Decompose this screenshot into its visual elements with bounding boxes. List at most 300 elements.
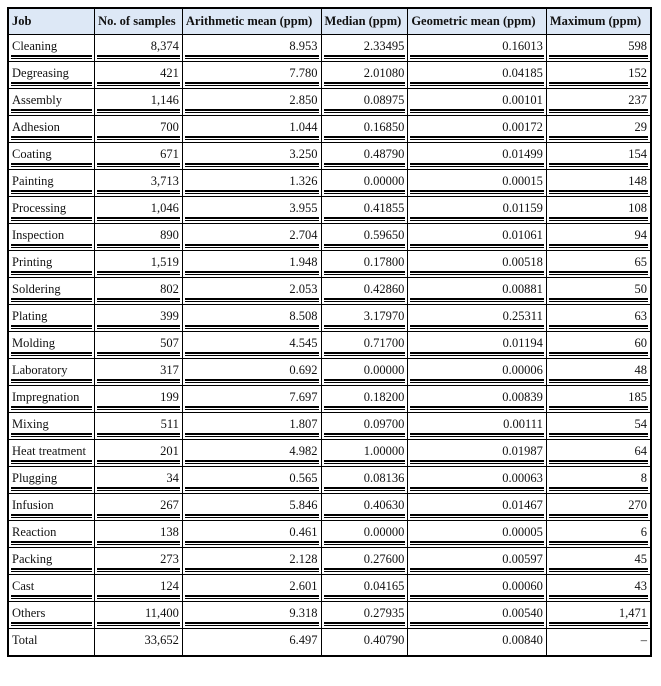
- cell-median: [321, 224, 408, 251]
- cell-value: 11,400: [95, 602, 182, 628]
- table-row: [8, 116, 651, 143]
- cell-job: [8, 197, 95, 224]
- cell-arithmetic-mean: [182, 332, 321, 359]
- cell-arithmetic-mean: [182, 629, 321, 657]
- cell-value: 64: [547, 440, 650, 466]
- table-row: [8, 521, 651, 548]
- cell-value: 154: [547, 143, 650, 169]
- cell-samples: [95, 575, 183, 602]
- cell-value: 237: [547, 89, 650, 115]
- cell-job: [8, 170, 95, 197]
- cell-value: 6.497: [289, 633, 318, 647]
- cell-geometric-mean: [408, 170, 547, 197]
- cell-samples: [95, 62, 183, 89]
- cell-arithmetic-mean: [182, 467, 321, 494]
- cell-value: 33,652: [144, 633, 179, 647]
- cell-geometric-mean: [408, 602, 547, 629]
- cell-value: 0.41855: [322, 197, 408, 223]
- cell-value: 0.08975: [322, 89, 408, 115]
- cell-job: [8, 521, 95, 548]
- header-row: [8, 8, 651, 35]
- cell-median: [321, 467, 408, 494]
- cell-value: 34: [95, 467, 182, 493]
- cell-value: 94: [547, 224, 650, 250]
- cell-arithmetic-mean: [182, 440, 321, 467]
- cell-value: 0.00063: [408, 467, 546, 493]
- cell-maximum: [546, 305, 651, 332]
- cell-value: 1,471: [547, 602, 650, 628]
- cell-geometric-mean: [408, 332, 547, 359]
- cell-maximum: [546, 602, 651, 629]
- cell-geometric-mean: [408, 224, 547, 251]
- cell-value: 2.850: [183, 89, 321, 115]
- table-row: [8, 35, 651, 62]
- cell-samples: [95, 440, 183, 467]
- cell-arithmetic-mean: [182, 197, 321, 224]
- cell-value: 3.17970: [322, 305, 408, 331]
- cell-value: Packing: [9, 548, 94, 574]
- cell-value: 671: [95, 143, 182, 169]
- table-row: [8, 494, 651, 521]
- cell-samples: [95, 413, 183, 440]
- cell-value: 60: [547, 332, 650, 358]
- cell-job: [8, 494, 95, 521]
- cell-job: [8, 35, 95, 62]
- cell-maximum: [546, 386, 651, 413]
- table-row: [8, 197, 651, 224]
- cell-samples: [95, 278, 183, 305]
- total-row: [8, 629, 651, 657]
- cell-job: [8, 386, 95, 413]
- cell-value: Reaction: [9, 521, 94, 547]
- cell-value: 0.01194: [408, 332, 546, 358]
- cell-value: 890: [95, 224, 182, 250]
- cell-arithmetic-mean: [182, 521, 321, 548]
- cell-value: 2.33495: [322, 35, 408, 61]
- cell-samples: [95, 467, 183, 494]
- cell-arithmetic-mean: [182, 494, 321, 521]
- table-row: [8, 278, 651, 305]
- cell-value: 0.25311: [408, 305, 546, 331]
- cell-value: 0.00060: [408, 575, 546, 601]
- cell-value: 0.01499: [408, 143, 546, 169]
- cell-samples: [95, 629, 183, 657]
- cell-value: 0.04185: [408, 62, 546, 88]
- cell-value: Mixing: [9, 413, 94, 439]
- header-arithmetic-mean: Arithmetic mean (ppm): [182, 8, 321, 35]
- cell-value: 3,713: [95, 170, 182, 196]
- cell-value: 0.00840: [502, 633, 543, 647]
- cell-job: [8, 62, 95, 89]
- cell-maximum: [546, 629, 651, 657]
- header-maximum: Maximum (ppm): [546, 8, 651, 35]
- cell-median: [321, 548, 408, 575]
- cell-value: 43: [547, 575, 650, 601]
- cell-samples: [95, 35, 183, 62]
- cell-value: Soldering: [9, 278, 94, 304]
- cell-value: 0.27600: [322, 548, 408, 574]
- cell-value: 0.00881: [408, 278, 546, 304]
- cell-value: 0.42860: [322, 278, 408, 304]
- cell-value: 0.00000: [322, 359, 408, 385]
- cell-maximum: [546, 413, 651, 440]
- cell-value: 0.692: [183, 359, 321, 385]
- cell-median: [321, 521, 408, 548]
- cell-value: 4.545: [183, 332, 321, 358]
- cell-geometric-mean: [408, 35, 547, 62]
- table-row: [8, 548, 651, 575]
- cell-value: 1.326: [183, 170, 321, 196]
- cell-geometric-mean: [408, 89, 547, 116]
- cell-geometric-mean: [408, 413, 547, 440]
- cell-value: 48: [547, 359, 650, 385]
- cell-median: [321, 575, 408, 602]
- cell-geometric-mean: [408, 116, 547, 143]
- header-job: Job: [8, 8, 95, 35]
- cell-value: 0.59650: [322, 224, 408, 250]
- cell-value: 0.40790: [363, 633, 405, 647]
- table-row: [8, 386, 651, 413]
- cell-samples: [95, 602, 183, 629]
- cell-value: 2.01080: [322, 62, 408, 88]
- cell-value: 0.48790: [322, 143, 408, 169]
- cell-maximum: [546, 521, 651, 548]
- cell-job: [8, 440, 95, 467]
- cell-job: [8, 359, 95, 386]
- cell-value: Coating: [9, 143, 94, 169]
- cell-median: [321, 197, 408, 224]
- cell-value: 0.00006: [408, 359, 546, 385]
- cell-median: [321, 62, 408, 89]
- cell-samples: [95, 359, 183, 386]
- cell-arithmetic-mean: [182, 170, 321, 197]
- cell-maximum: [546, 62, 651, 89]
- cell-value: 185: [547, 386, 650, 412]
- cell-median: [321, 386, 408, 413]
- cell-median: [321, 170, 408, 197]
- table-row: [8, 224, 651, 251]
- cell-geometric-mean: [408, 305, 547, 332]
- cell-samples: [95, 143, 183, 170]
- cell-value: 8.953: [183, 35, 321, 61]
- cell-job: [8, 413, 95, 440]
- cell-median: [321, 359, 408, 386]
- cell-value: 5.846: [183, 494, 321, 520]
- cell-value: 0.16013: [408, 35, 546, 61]
- cell-value: 0.00839: [408, 386, 546, 412]
- cell-maximum: [546, 170, 651, 197]
- cell-value: 0.08136: [322, 467, 408, 493]
- cell-value: Laboratory: [9, 359, 94, 385]
- cell-arithmetic-mean: [182, 305, 321, 332]
- cell-geometric-mean: [408, 548, 547, 575]
- cell-value: 8: [547, 467, 650, 493]
- cell-maximum: [546, 251, 651, 278]
- cell-job: [8, 629, 95, 657]
- cell-median: [321, 116, 408, 143]
- cell-value: 0.01987: [408, 440, 546, 466]
- cell-geometric-mean: [408, 440, 547, 467]
- cell-value: 63: [547, 305, 650, 331]
- cell-geometric-mean: [408, 278, 547, 305]
- table-row: [8, 413, 651, 440]
- cell-value: 8,374: [95, 35, 182, 61]
- cell-arithmetic-mean: [182, 602, 321, 629]
- cell-value: 1.00000: [322, 440, 408, 466]
- cell-value: 2.601: [183, 575, 321, 601]
- cell-value: 148: [547, 170, 650, 196]
- cell-value: 0.00000: [322, 170, 408, 196]
- cell-geometric-mean: [408, 467, 547, 494]
- header-samples: No. of samples: [95, 8, 183, 35]
- cell-arithmetic-mean: [182, 359, 321, 386]
- cell-value: 2.704: [183, 224, 321, 250]
- cell-value: 7.780: [183, 62, 321, 88]
- cell-value: 273: [95, 548, 182, 574]
- cell-value: Total: [12, 633, 38, 647]
- cell-value: Adhesion: [9, 116, 94, 142]
- cell-arithmetic-mean: [182, 251, 321, 278]
- cell-samples: [95, 224, 183, 251]
- cell-value: Plugging: [9, 467, 94, 493]
- cell-median: [321, 332, 408, 359]
- cell-value: 0.00101: [408, 89, 546, 115]
- cell-value: 1,519: [95, 251, 182, 277]
- cell-value: 0.00172: [408, 116, 546, 142]
- cell-value: 598: [547, 35, 650, 61]
- cell-value: 201: [95, 440, 182, 466]
- cell-job: [8, 575, 95, 602]
- cell-value: Infusion: [9, 494, 94, 520]
- cell-value: 0.565: [183, 467, 321, 493]
- cell-geometric-mean: [408, 62, 547, 89]
- cell-maximum: [546, 278, 651, 305]
- cell-value: 511: [95, 413, 182, 439]
- cell-value: 108: [547, 197, 650, 223]
- cell-value: 0.00540: [408, 602, 546, 628]
- cell-value: 270: [547, 494, 650, 520]
- cell-value: 0.01467: [408, 494, 546, 520]
- table-row: [8, 251, 651, 278]
- cell-value: 199: [95, 386, 182, 412]
- cell-value: 802: [95, 278, 182, 304]
- cell-job: [8, 467, 95, 494]
- table-row: [8, 62, 651, 89]
- cell-value: 138: [95, 521, 182, 547]
- cell-job: [8, 89, 95, 116]
- cell-maximum: [546, 143, 651, 170]
- cell-median: [321, 89, 408, 116]
- cell-value: Degreasing: [9, 62, 94, 88]
- cell-maximum: [546, 224, 651, 251]
- cell-median: [321, 251, 408, 278]
- job-exposure-table: [7, 7, 652, 657]
- cell-arithmetic-mean: [182, 278, 321, 305]
- cell-arithmetic-mean: [182, 116, 321, 143]
- cell-value: 1,046: [95, 197, 182, 223]
- cell-value: Painting: [9, 170, 94, 196]
- cell-geometric-mean: [408, 251, 547, 278]
- cell-job: [8, 224, 95, 251]
- cell-maximum: [546, 35, 651, 62]
- cell-arithmetic-mean: [182, 224, 321, 251]
- table-row: [8, 602, 651, 629]
- table-row: [8, 575, 651, 602]
- cell-value: 0.00000: [322, 521, 408, 547]
- cell-value: –: [640, 633, 647, 647]
- cell-maximum: [546, 332, 651, 359]
- cell-value: 0.04165: [322, 575, 408, 601]
- cell-value: 0.18200: [322, 386, 408, 412]
- cell-value: 45: [547, 548, 650, 574]
- cell-maximum: [546, 575, 651, 602]
- cell-arithmetic-mean: [182, 386, 321, 413]
- cell-geometric-mean: [408, 575, 547, 602]
- cell-median: [321, 602, 408, 629]
- cell-median: [321, 35, 408, 62]
- cell-value: 1.044: [183, 116, 321, 142]
- cell-value: 124: [95, 575, 182, 601]
- cell-value: 0.27935: [322, 602, 408, 628]
- cell-median: [321, 440, 408, 467]
- table-body: [8, 35, 651, 657]
- cell-job: [8, 332, 95, 359]
- cell-job: [8, 143, 95, 170]
- cell-value: 1.948: [183, 251, 321, 277]
- cell-samples: [95, 305, 183, 332]
- cell-maximum: [546, 359, 651, 386]
- cell-value: 2.053: [183, 278, 321, 304]
- cell-value: 3.250: [183, 143, 321, 169]
- cell-arithmetic-mean: [182, 35, 321, 62]
- cell-geometric-mean: [408, 521, 547, 548]
- cell-samples: [95, 494, 183, 521]
- cell-value: 3.955: [183, 197, 321, 223]
- cell-samples: [95, 332, 183, 359]
- cell-job: [8, 305, 95, 332]
- cell-value: 317: [95, 359, 182, 385]
- cell-geometric-mean: [408, 494, 547, 521]
- table-row: [8, 359, 651, 386]
- cell-arithmetic-mean: [182, 89, 321, 116]
- cell-value: 54: [547, 413, 650, 439]
- cell-job: [8, 548, 95, 575]
- cell-samples: [95, 548, 183, 575]
- cell-maximum: [546, 494, 651, 521]
- cell-value: 0.00015: [408, 170, 546, 196]
- cell-median: [321, 413, 408, 440]
- cell-job: [8, 602, 95, 629]
- header-median: Median (ppm): [321, 8, 408, 35]
- cell-value: 399: [95, 305, 182, 331]
- cell-value: Processing: [9, 197, 94, 223]
- table-row: [8, 332, 651, 359]
- cell-median: [321, 629, 408, 657]
- cell-maximum: [546, 548, 651, 575]
- cell-maximum: [546, 89, 651, 116]
- cell-value: Heat treatment: [9, 440, 94, 466]
- cell-value: 0.71700: [322, 332, 408, 358]
- cell-value: 0.00518: [408, 251, 546, 277]
- cell-arithmetic-mean: [182, 143, 321, 170]
- cell-value: 0.16850: [322, 116, 408, 142]
- cell-value: 65: [547, 251, 650, 277]
- cell-value: 421: [95, 62, 182, 88]
- cell-value: 29: [547, 116, 650, 142]
- table-row: [8, 440, 651, 467]
- cell-median: [321, 305, 408, 332]
- cell-job: [8, 278, 95, 305]
- table-row: [8, 170, 651, 197]
- cell-samples: [95, 116, 183, 143]
- table-row: [8, 89, 651, 116]
- cell-samples: [95, 197, 183, 224]
- cell-median: [321, 143, 408, 170]
- cell-geometric-mean: [408, 386, 547, 413]
- cell-value: 507: [95, 332, 182, 358]
- cell-samples: [95, 89, 183, 116]
- cell-maximum: [546, 467, 651, 494]
- cell-median: [321, 494, 408, 521]
- table-row: [8, 305, 651, 332]
- cell-geometric-mean: [408, 197, 547, 224]
- cell-maximum: [546, 440, 651, 467]
- cell-value: Others: [9, 602, 94, 628]
- cell-maximum: [546, 197, 651, 224]
- cell-arithmetic-mean: [182, 413, 321, 440]
- cell-geometric-mean: [408, 629, 547, 657]
- cell-value: 152: [547, 62, 650, 88]
- cell-value: 0.461: [183, 521, 321, 547]
- cell-job: [8, 251, 95, 278]
- cell-value: 9.318: [183, 602, 321, 628]
- cell-arithmetic-mean: [182, 548, 321, 575]
- cell-arithmetic-mean: [182, 575, 321, 602]
- cell-value: 0.00005: [408, 521, 546, 547]
- cell-value: 7.697: [183, 386, 321, 412]
- cell-value: 700: [95, 116, 182, 142]
- cell-maximum: [546, 116, 651, 143]
- table-row: [8, 467, 651, 494]
- cell-value: Cleaning: [9, 35, 94, 61]
- cell-value: 4.982: [183, 440, 321, 466]
- cell-value: Impregnation: [9, 386, 94, 412]
- cell-value: 8.508: [183, 305, 321, 331]
- cell-geometric-mean: [408, 143, 547, 170]
- cell-value: Molding: [9, 332, 94, 358]
- cell-value: 0.09700: [322, 413, 408, 439]
- cell-value: 50: [547, 278, 650, 304]
- cell-value: 1.807: [183, 413, 321, 439]
- cell-value: 0.00597: [408, 548, 546, 574]
- cell-arithmetic-mean: [182, 62, 321, 89]
- cell-value: Inspection: [9, 224, 94, 250]
- cell-value: 2.128: [183, 548, 321, 574]
- cell-value: 0.01159: [408, 197, 546, 223]
- cell-value: Assembly: [9, 89, 94, 115]
- cell-geometric-mean: [408, 359, 547, 386]
- cell-job: [8, 116, 95, 143]
- cell-value: Printing: [9, 251, 94, 277]
- cell-value: Cast: [9, 575, 94, 601]
- table-row: [8, 143, 651, 170]
- cell-value: 0.00111: [408, 413, 546, 439]
- header-geometric-mean: Geometric mean (ppm): [408, 8, 547, 35]
- cell-samples: [95, 251, 183, 278]
- cell-value: Plating: [9, 305, 94, 331]
- cell-value: 1,146: [95, 89, 182, 115]
- cell-value: 267: [95, 494, 182, 520]
